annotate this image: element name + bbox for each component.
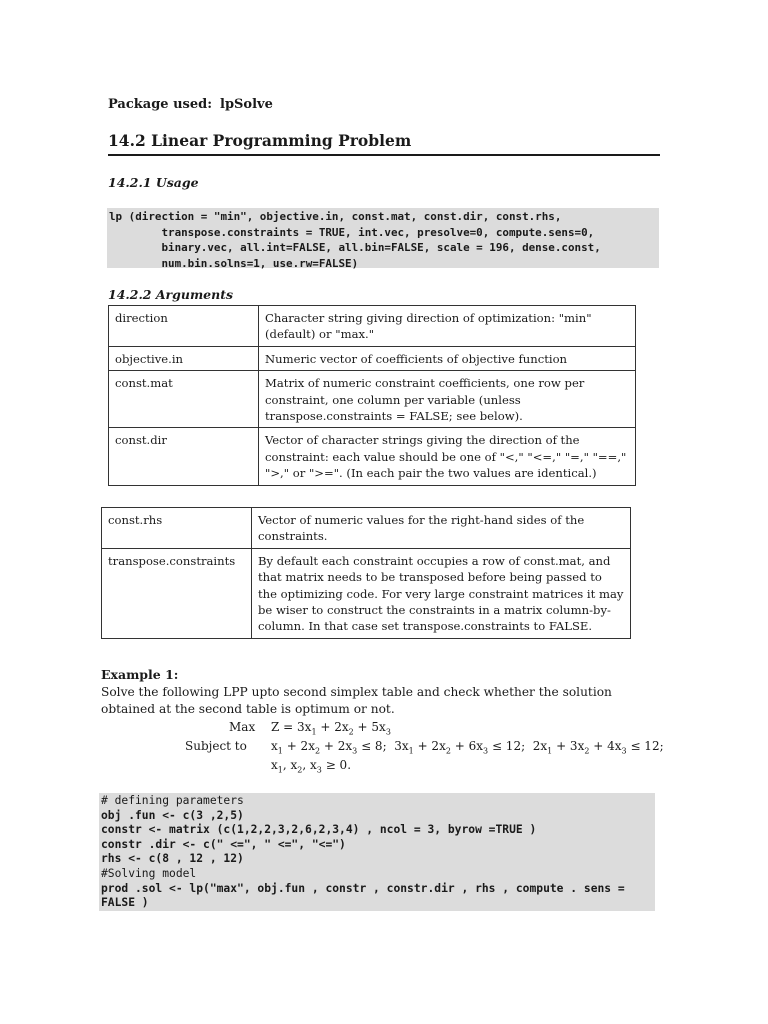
code-line: rhs <- c(8 , 12 , 12) [101,852,244,866]
code-line: obj .fun <- c(3 ,2,5) [101,808,244,822]
objective-function: $Z = 3x_1 + 2x_2 + 5x_3$ [271,720,391,737]
arguments-table-2 [101,507,631,639]
argument-name: transpose.constraints [102,548,252,638]
argument-description: Matrix of numeric constraint coefficients, one row per constraint, one column per variable (unless transpose.constraints = FALSE; see below). [259,371,636,428]
code-line: constr .dir <- c(" <=", " <=", "<=") [101,837,346,851]
subject-to-label: Subject to [185,739,247,753]
argument-description: Numeric vector of coefficients of objective function [259,346,636,370]
arguments-heading: 14.2.2 Arguments [108,287,234,302]
argument-description: Vector of character strings giving the direction of the constraint: each value should be one of "<," "<=," "=," "==," ">," or ">=". (In each pair the two values are identical.) [259,428,636,485]
argument-row [109,428,636,485]
argument-description: Character string giving direction of optimization: "min" (default) or "max." [259,306,636,347]
package-label: Package used: [108,97,213,112]
code-line: prod .sol <- lp("max", obj.fun , constr , constr.dir , rhs , compute . sens = [101,881,625,895]
max-label: Max [229,720,256,734]
argument-name: const.mat [109,371,259,428]
usage-code-block: lp (direction = "min", objective.in, const.mat, const.dir, const.rhs, transpose.constraints = TRUE, int.vec, presolve=0, compute.sens=0, binary.vec, all.int=FALSE, all.bin=FALSE, scale = 196, dense.const, num.bin.solns=1, use.rw=FALSE) [107,208,659,268]
argument-name: const.rhs [102,508,252,549]
package-line [108,97,273,112]
usage-heading: 14.2.1 Usage [108,175,199,190]
package-name: lpSolve [220,97,273,112]
argument-description: By default each constraint occupies a row of const.mat, and that matrix needs to be transposed before being passed to the optimizing code. For very large constraint matrices it may be wiser to construct the constraints in a matrix column-by-column. In that case set transpose.constraints to FALSE. [252,548,631,638]
code-line: FALSE ) [101,896,149,910]
argument-row [109,306,636,347]
argument-name: objective.in [109,346,259,370]
constraints-line: $x_1 + 2x_2 + 2x_3 \le 8$; $3x_1 + 2x_2 + 6x_3 \le 12$; $2x_1 + 3x_2 + 4x_3 \le 12$; [271,739,664,756]
code-line: #Solving model [101,866,197,880]
example-title: Example 1: [101,667,179,682]
code-line: # defining parameters [101,794,244,807]
example-text: Solve the following LPP upto second simplex table and check whether the solution obtained at the second table is optimum or not. [101,685,612,716]
code-line: constr <- matrix (c(1,2,2,3,2,6,2,3,4) , ncol = 3, byrow =TRUE ) [101,823,537,837]
argument-row [109,371,636,428]
section-title: 14.2 Linear Programming Problem [108,131,660,156]
argument-row [102,508,631,549]
arguments-table-1 [108,305,636,486]
argument-name: direction [109,306,259,347]
nonnegativity-line: $x_1$, $x_2$, $x_3 \ge 0$. [271,758,352,775]
argument-row [102,548,631,638]
argument-description: Vector of numeric values for the right-hand sides of the constraints. [252,508,631,549]
argument-name: const.dir [109,428,259,485]
example-code-block [99,793,655,911]
argument-row [109,346,636,370]
